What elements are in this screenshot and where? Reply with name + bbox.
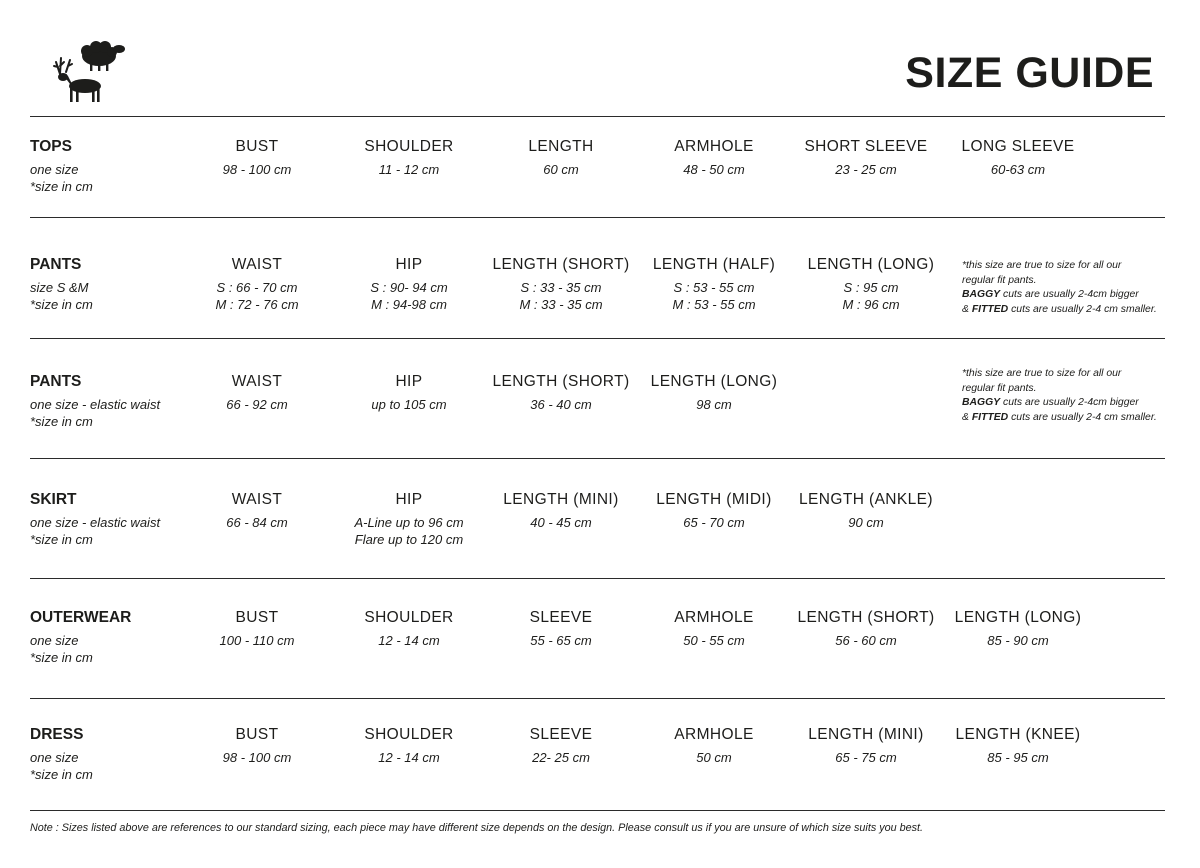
column-value: 98 - 100 cm <box>222 162 292 177</box>
column-value: S : 95 cm M : 96 cm <box>842 280 900 312</box>
measure-column <box>629 490 799 531</box>
fit-note: *this size are true to size for all our regular fit pants. BAGGY cuts are usually 2-4cm bigger & FITTED cuts are usually 2-4 cm smaller. <box>962 260 1157 315</box>
measure-column <box>781 725 951 766</box>
measure-column <box>933 725 1103 766</box>
column-header: LENGTH (SHORT) <box>797 609 935 626</box>
page-title: SIZE GUIDE <box>905 49 1154 97</box>
measure-column <box>781 490 951 531</box>
measure-column <box>172 255 342 313</box>
divider <box>30 338 1165 339</box>
column-header: BUST <box>235 726 279 743</box>
column-header: LENGTH (LONG) <box>650 373 778 390</box>
column-header: LENGTH (MINI) <box>503 491 619 508</box>
category-subtitle: size S &M *size in cm <box>30 280 93 312</box>
measure-column <box>476 372 646 413</box>
column-value: 50 - 55 cm <box>683 633 745 648</box>
measure-column <box>476 137 646 178</box>
column-value: 65 - 75 cm <box>835 750 897 765</box>
column-header: LENGTH (SHORT) <box>492 373 630 390</box>
column-header: ARMHOLE <box>674 726 754 743</box>
measure-column <box>933 137 1103 178</box>
column-header: LENGTH (LONG) <box>954 609 1082 626</box>
column-value: 56 - 60 cm <box>835 633 897 648</box>
column-header: LONG SLEEVE <box>961 138 1075 155</box>
category-subtitle: one size *size in cm <box>30 750 93 782</box>
column-header: LENGTH (MINI) <box>808 726 924 743</box>
section-skirt <box>0 490 1200 590</box>
column-value: 66 - 92 cm <box>226 397 288 412</box>
column-header: BUST <box>235 609 279 626</box>
column-value: 98 cm <box>696 397 732 412</box>
column-value: S : 90- 94 cm M : 94-98 cm <box>370 280 448 312</box>
column-value: 55 - 65 cm <box>530 633 592 648</box>
column-header: LENGTH (LONG) <box>807 256 935 273</box>
column-value: 100 - 110 cm <box>219 633 295 648</box>
category-title: SKIRT <box>30 491 77 508</box>
divider <box>30 458 1165 459</box>
column-value: 11 - 12 cm <box>378 162 440 177</box>
column-header: SLEEVE <box>529 726 593 743</box>
category-title: TOPS <box>30 138 72 155</box>
deer-and-sheep-logo-icon <box>52 36 132 104</box>
measure-column <box>476 725 646 766</box>
measure-column <box>324 255 494 313</box>
column-value: 12 - 14 cm <box>378 750 440 765</box>
measure-column <box>476 608 646 649</box>
column-value: 36 - 40 cm <box>530 397 592 412</box>
column-header: LENGTH (KNEE) <box>955 726 1081 743</box>
column-header: LENGTH (SHORT) <box>492 256 630 273</box>
category-subtitle: one size *size in cm <box>30 162 93 194</box>
measure-column <box>629 255 799 313</box>
column-value: 60-63 cm <box>990 162 1046 177</box>
column-header: LENGTH (HALF) <box>652 256 776 273</box>
column-header: HIP <box>395 491 423 508</box>
column-value: up to 105 cm <box>371 397 447 412</box>
column-value: 40 - 45 cm <box>530 515 592 530</box>
section-tops <box>0 137 1200 237</box>
column-header: SHOULDER <box>364 726 454 743</box>
category-subtitle: one size - elastic waist *size in cm <box>30 397 161 429</box>
column-header: LENGTH (ANKLE) <box>799 491 933 508</box>
measure-column <box>172 608 342 649</box>
column-value: S : 53 - 55 cm M : 53 - 55 cm <box>672 280 756 312</box>
section-pants-sized <box>0 255 1200 355</box>
divider <box>30 810 1165 811</box>
section-pants-one-size <box>0 368 1200 472</box>
category-title: DRESS <box>30 726 84 743</box>
column-value: 22- 25 cm <box>532 750 590 765</box>
column-header: ARMHOLE <box>674 138 754 155</box>
column-value: 66 - 84 cm <box>226 515 288 530</box>
column-header: SHOULDER <box>364 609 454 626</box>
fit-note: *this size are true to size for all our regular fit pants. BAGGY cuts are usually 2-4cm bigger & FITTED cuts are usually 2-4 cm smaller. <box>962 368 1157 423</box>
column-header: BUST <box>235 138 279 155</box>
measure-column <box>933 608 1103 649</box>
measure-column <box>172 137 342 178</box>
measure-column <box>324 490 494 548</box>
column-value: 60 cm <box>543 162 579 177</box>
section-outerwear <box>0 608 1200 708</box>
measure-column <box>324 725 494 766</box>
column-header: ARMHOLE <box>674 609 754 626</box>
column-header: WAIST <box>231 373 283 390</box>
divider <box>30 698 1165 699</box>
column-value: 98 - 100 cm <box>222 750 292 765</box>
column-header: WAIST <box>231 491 283 508</box>
measure-column <box>476 255 646 313</box>
measure-column <box>629 608 799 649</box>
measure-column <box>476 490 646 531</box>
measure-column <box>324 372 494 413</box>
measure-column <box>781 608 951 649</box>
column-value: 50 cm <box>696 750 732 765</box>
column-header: SHORT SLEEVE <box>804 138 928 155</box>
category-title: OUTERWEAR <box>30 609 132 626</box>
category-title: PANTS <box>30 373 82 390</box>
measure-column <box>324 608 494 649</box>
column-value: 85 - 95 cm <box>987 750 1049 765</box>
category-subtitle: one size - elastic waist *size in cm <box>30 515 161 547</box>
divider <box>30 116 1165 117</box>
column-value: 48 - 50 cm <box>683 162 745 177</box>
category-subtitle: one size *size in cm <box>30 633 93 665</box>
measure-column <box>324 137 494 178</box>
column-value: 85 - 90 cm <box>987 633 1049 648</box>
column-value: 65 - 70 cm <box>683 515 745 530</box>
column-header: HIP <box>395 373 423 390</box>
measure-column <box>781 137 951 178</box>
column-header: SHOULDER <box>364 138 454 155</box>
column-value: A-Line up to 96 cm Flare up to 120 cm <box>354 515 464 547</box>
measure-column <box>172 490 342 531</box>
measure-column <box>172 372 342 413</box>
column-header: HIP <box>395 256 423 273</box>
column-header: LENGTH (MIDI) <box>656 491 772 508</box>
column-value: 90 cm <box>848 515 884 530</box>
column-value: 23 - 25 cm <box>835 162 897 177</box>
footer-note: Note : Sizes listed above are references to our standard sizing, each piece may have different size depends on the design. Please consult us if you are unsure of which size suits you best. <box>30 822 924 834</box>
column-value: S : 33 - 35 cm M : 33 - 35 cm <box>519 280 603 312</box>
column-value: 12 - 14 cm <box>378 633 440 648</box>
measure-column <box>629 725 799 766</box>
category-title: PANTS <box>30 256 82 273</box>
divider <box>30 578 1165 579</box>
measure-column <box>172 725 342 766</box>
column-value: S : 66 - 70 cm M : 72 - 76 cm <box>215 280 299 312</box>
column-header: WAIST <box>231 256 283 273</box>
measure-column <box>786 255 956 313</box>
measure-column <box>629 372 799 413</box>
divider <box>30 217 1165 218</box>
measure-column <box>629 137 799 178</box>
column-header: LENGTH <box>528 138 594 155</box>
column-header: SLEEVE <box>529 609 593 626</box>
